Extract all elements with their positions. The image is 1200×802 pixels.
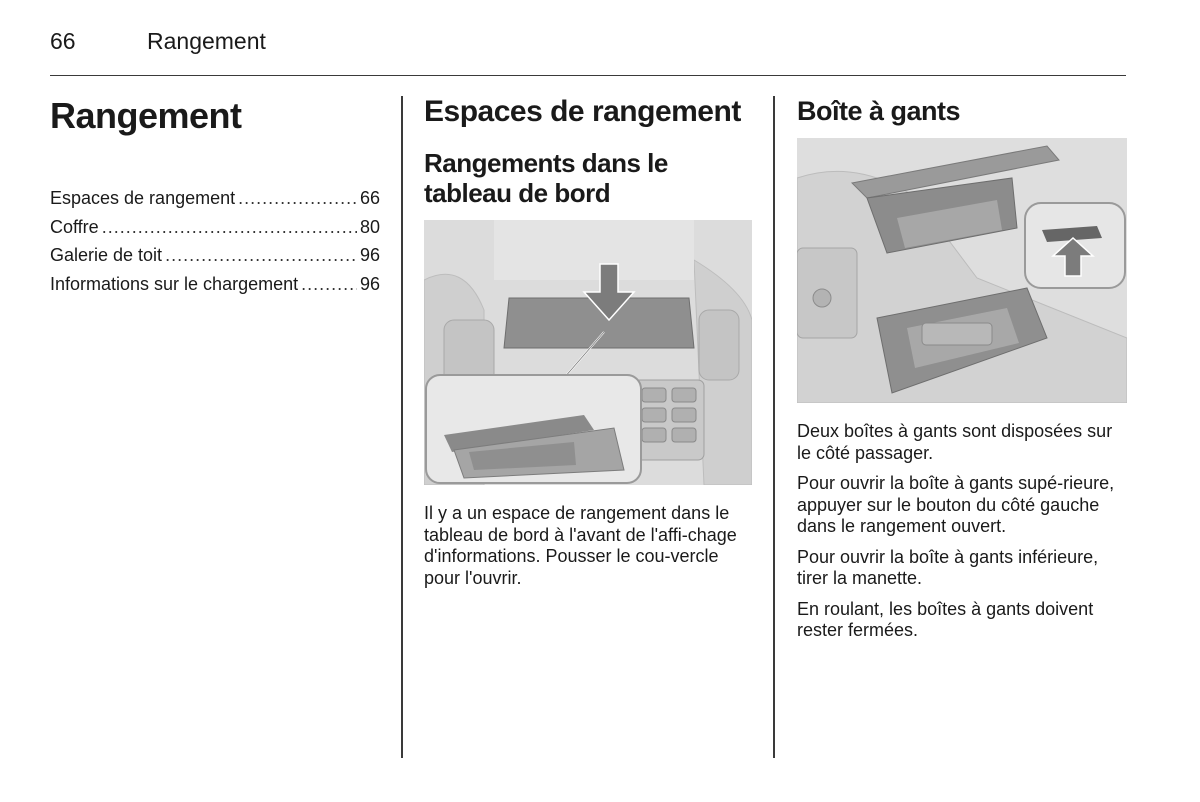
toc-label: Espaces de rangement — [50, 188, 236, 208]
toc-entry-loading-info[interactable] — [50, 270, 380, 299]
table-of-contents — [50, 184, 380, 298]
toc-label: Galerie de toit — [50, 245, 163, 265]
toc-page-number: 96 — [359, 273, 380, 294]
toc-label: Informations sur le chargement — [50, 273, 299, 294]
toc-leader-dots — [301, 270, 357, 299]
dashboard-storage-figure — [424, 220, 752, 485]
chapter-column — [50, 96, 380, 298]
glovebox-paragraph: Deux boîtes à gants sont disposées sur le côté passager. — [797, 421, 1113, 463]
chapter-title: Rangement — [50, 95, 242, 136]
dashboard-storage-illustration — [424, 220, 752, 485]
toc-page-number: 66 — [359, 188, 380, 208]
toc-entry-storage[interactable] — [50, 184, 380, 213]
toc-page-number: 96 — [359, 245, 380, 265]
storage-paragraph: Il y a un espace de rangement dans le tableau de bord à l'avant de l'affi-chage d'informations. Pousser le cou-vercle pour l'ouvrir. — [424, 503, 737, 588]
glovebox-text — [797, 421, 1127, 642]
running-title: Rangement — [147, 28, 266, 54]
toc-label: Coffre — [50, 216, 99, 237]
column-divider-left — [401, 96, 403, 758]
glovebox-paragraph: Pour ouvrir la boîte à gants supé-rieure, appuyer sur le bouton du côté gauche dans le rangement ouvert. — [797, 473, 1115, 536]
toc-leader-dots — [165, 241, 357, 270]
subsection-title: Rangements dans le tableau de bord — [424, 148, 668, 208]
storage-column — [424, 96, 752, 589]
page-number: 66 — [50, 28, 76, 54]
glovebox-column — [797, 96, 1127, 642]
toc-entry-roof-rack[interactable] — [50, 241, 380, 270]
toc-leader-dots — [238, 184, 357, 213]
toc-leader-dots — [102, 213, 357, 242]
column-divider-right — [773, 96, 775, 758]
section-title: Espaces de rangement — [424, 95, 741, 128]
glovebox-paragraph: En roulant, les boîtes à gants doivent rester fermées. — [797, 598, 1094, 640]
glovebox-paragraph: Pour ouvrir la boîte à gants inférieure, tirer la manette. — [797, 546, 1099, 588]
toc-page-number: 80 — [359, 216, 380, 237]
page-header — [50, 26, 1126, 76]
toc-entry-trunk[interactable] — [50, 213, 380, 242]
glovebox-illustration — [797, 138, 1127, 403]
glovebox-figure — [797, 138, 1127, 403]
section-title: Boîte à gants — [797, 96, 961, 126]
